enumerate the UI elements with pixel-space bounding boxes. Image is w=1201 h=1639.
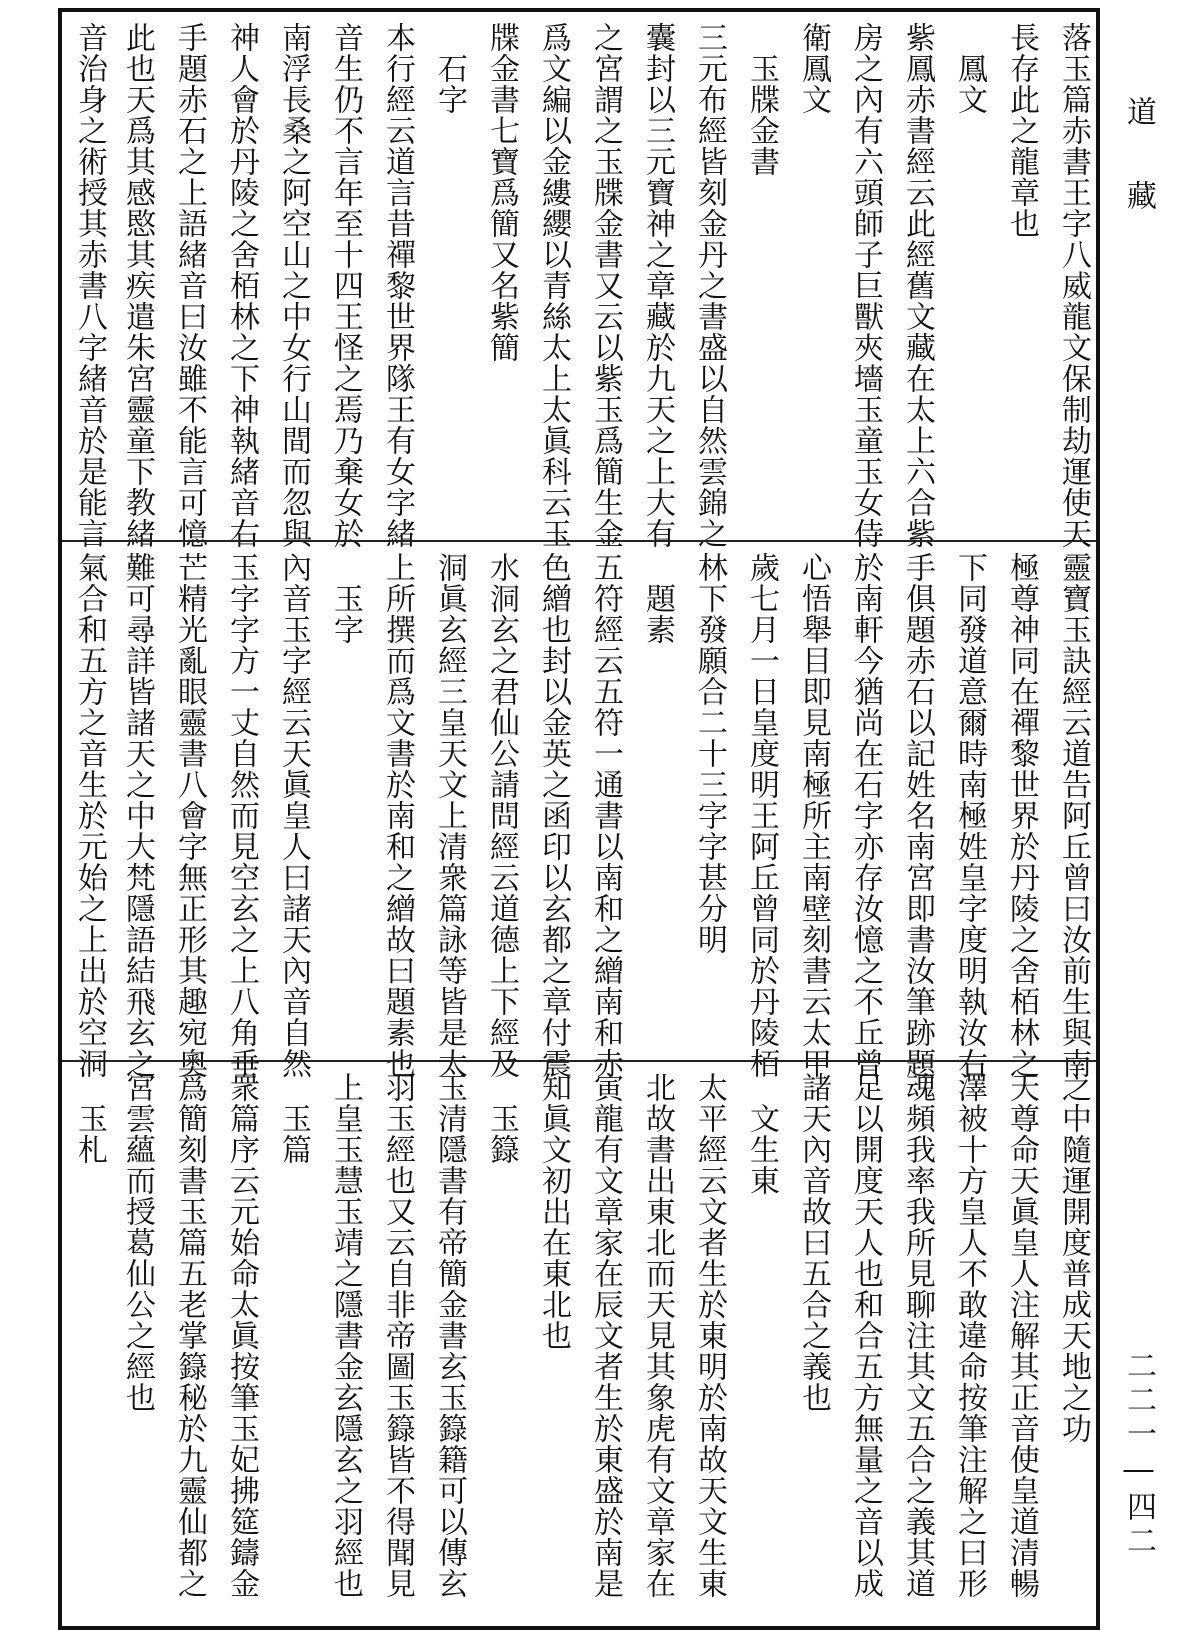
text-column: 音生仍不言年至十四王怪之焉乃棄女於 <box>328 22 363 549</box>
text-column: 上所撰而爲文書於南和之繒故曰題素也 <box>380 552 415 1079</box>
text-column: 此也天爲其感愍其疾遣朱宮靈童下教緒 <box>120 22 155 549</box>
text-column: 下同發道意爾時南極姓皇字度明執汝右 <box>952 552 987 1079</box>
text-column: 太平經云文者生於東明於南故天文生東 <box>692 1072 727 1599</box>
text-column: 難可尋詳皆諸天之中大梵隱語結飛玄之 <box>120 552 155 1079</box>
text-column: 靈寶玉訣經云道告阿丘曾曰汝前生與南 <box>1056 552 1091 1079</box>
text-column: 魂頻我率我所見聊注其文五合之義其道 <box>900 1072 935 1599</box>
text-column: 手題赤石之上語緒音曰汝雖不能言可憶 <box>172 22 207 549</box>
text-column: 洞眞玄經三皇天文上清衆篇詠等皆是太 <box>432 552 467 1079</box>
section-heading: 玉札 <box>72 1072 107 1165</box>
text-column: 衛鳳文 <box>796 22 831 115</box>
text-column: 爲文編以金縷纓以青絲太上太眞科云玉 <box>536 22 571 549</box>
text-column: 林下發願合二十三字字甚分明 <box>692 552 727 955</box>
text-column: 本行經云道言昔禪黎世界隊王有女字緒 <box>380 22 415 549</box>
page-number: 二二一―四二 <box>1121 1350 1156 1559</box>
text-column: 知眞文初出在東北也 <box>536 1072 571 1351</box>
text-column: 玉字字方一丈自然而見空玄之上八角垂 <box>224 552 259 1079</box>
section-heading: 鳳文 <box>952 22 987 115</box>
text-column: 五符經云五符一通書以南和之繒南和赤 <box>588 552 623 1079</box>
text-column: 羽玉經也又云自非帝圖玉籙皆不得聞見 <box>380 1072 415 1599</box>
text-column: 長存此之龍章也 <box>1004 22 1039 239</box>
text-column: 天尊命天眞皇人注解其正音使皇道清暢 <box>1004 1072 1039 1599</box>
text-column: 澤被十方皇人不敢違命按筆注解之曰形 <box>952 1072 987 1599</box>
upper-panel <box>62 12 1096 549</box>
lower-panel <box>62 1060 1096 1626</box>
text-column: 三元布經皆刻金丹之書盛以自然雲錦之 <box>692 22 727 549</box>
text-column: 落玉篇赤書王字八威龍文保制劫運使天 <box>1056 22 1091 549</box>
section-heading: 玉籙 <box>484 1072 519 1165</box>
text-column: 南浮長桑之阿空山之中女行山間而忽與 <box>276 22 311 549</box>
text-column: 水洞玄之君仙公請問經云道德上下經及 <box>484 552 519 1079</box>
text-column: 手俱題赤石以記姓名南宮即書汝筆跡題 <box>900 552 935 1079</box>
text-column: 諸天內音故曰五合之義也 <box>796 1072 831 1413</box>
text-column: 北故書出東北而天見其象虎有文章家在 <box>640 1072 675 1599</box>
text-column: 玉清隱書有帝簡金書玄玉籙籍可以傳玄 <box>432 1072 467 1599</box>
text-column: 色繒也封以金英之函印以玄都之章付震 <box>536 552 571 1079</box>
text-column: 芒精光亂眼靈書八會字無正形其趣宛奧 <box>172 552 207 1079</box>
text-column: 極尊神同在禪黎世界於丹陵之舍栢林之 <box>1004 552 1039 1079</box>
text-column: 爲簡刻書玉篇五老掌籙秘於九靈仙都之 <box>172 1072 207 1599</box>
text-column: 牒金書七寶爲簡又名紫簡 <box>484 22 519 363</box>
text-column: 於南軒今猶尚在石字亦存汝憶之不丘曾 <box>848 552 883 1079</box>
text-column: 囊封以三元寶神之章藏於九天之上大有 <box>640 22 675 549</box>
margin-title: 道藏 <box>1121 96 1156 264</box>
section-heading: 石字 <box>432 22 467 115</box>
section-heading: 題素 <box>640 552 675 645</box>
text-column: 氣合和五方之音生於元始之上出於空洞 <box>72 552 107 1079</box>
text-column: 宮雲蘊而授葛仙公之經也 <box>120 1072 155 1413</box>
text-column: 房之內有六頭師子巨獸夾墻玉童玉女侍 <box>848 22 883 549</box>
text-column: 紫鳳赤書經云此經舊文藏在太上六合紫 <box>900 22 935 549</box>
text-column: 衆篇序云元始命太眞按筆玉妃拂筵鑄金 <box>224 1072 259 1599</box>
text-column: 之宮謂之玉牒金書又云以紫玉爲簡生金 <box>588 22 623 549</box>
text-column: 寅龍有文章家在辰文者生於東盛於南是 <box>588 1072 623 1599</box>
section-heading: 文生東 <box>744 1072 779 1196</box>
text-column: 上皇玉慧玉靖之隱書金玄隱玄之羽經也 <box>328 1072 363 1599</box>
page-frame <box>58 8 1100 1630</box>
section-heading: 玉牒金書 <box>744 22 779 177</box>
text-column: 神人會於丹陵之舍栢林之下神執緒音右 <box>224 22 259 549</box>
text-column: 之中隨運開度普成天地之功 <box>1056 1072 1091 1444</box>
section-heading: 玉篇 <box>276 1072 311 1165</box>
text-column: 心悟舉目即見南極所主南壁刻書云太甲 <box>796 552 831 1079</box>
text-column: 內音玉字經云天眞皇人曰諸天內音自然 <box>276 552 311 1079</box>
text-column: 足以開度天人也和合五方無量之音以成 <box>848 1072 883 1599</box>
text-column: 音治身之術授其赤書八字緒音於是能言 <box>72 22 107 549</box>
middle-panel <box>62 540 1096 1079</box>
text-column: 歲七月一日皇度明王阿丘曾同於丹陵栢 <box>744 552 779 1079</box>
section-heading: 玉字 <box>328 552 363 645</box>
